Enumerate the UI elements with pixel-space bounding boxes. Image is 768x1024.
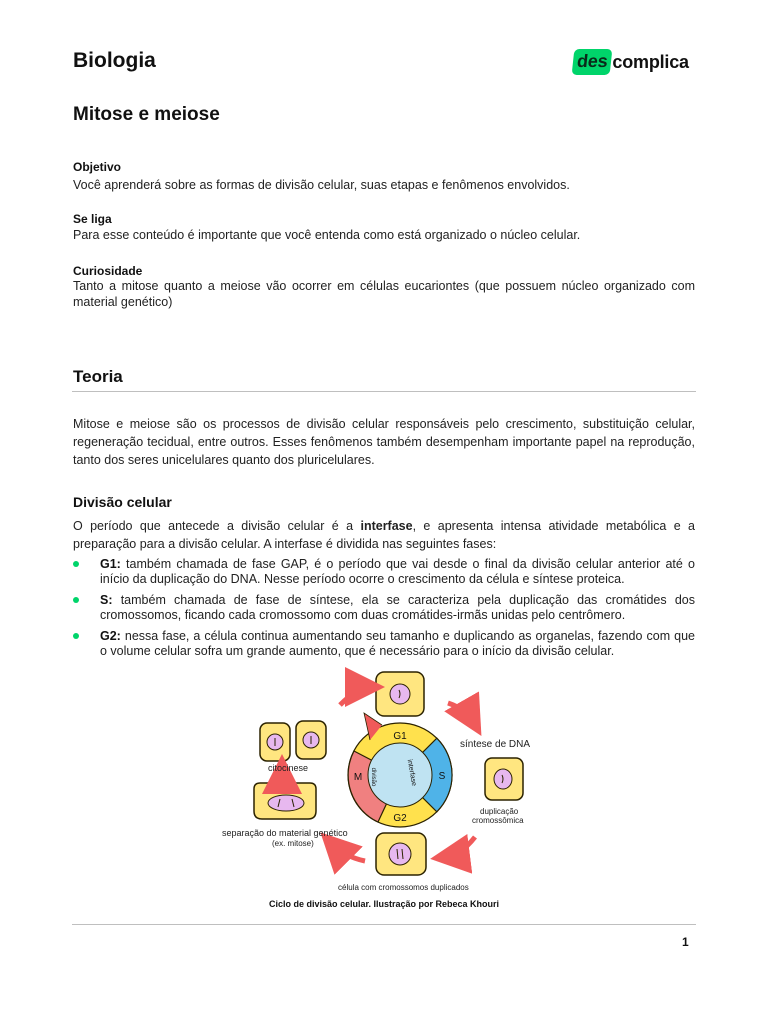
se-liga-label: Se liga <box>73 212 112 226</box>
cycle-wheel <box>348 713 452 827</box>
separacao-label-2: (ex. mitose) <box>272 839 314 848</box>
objetivo-text: Você aprenderá sobre as formas de divisão celular, suas etapas e fenômenos envolvidos. <box>73 178 570 192</box>
interfase-term: interfase <box>360 519 413 533</box>
cell-duplicated <box>376 833 426 875</box>
arrow-to-s <box>448 703 474 723</box>
arrow-to-duplicated <box>445 837 475 857</box>
curiosidade-label: Curiosidade <box>73 264 143 278</box>
bullet-dot <box>73 561 79 567</box>
logo-text: complica <box>612 51 689 72</box>
duplicacao-label-1: duplicação <box>480 807 519 816</box>
footer-divider <box>72 924 696 925</box>
curiosidade-text-line1: Tanto a mitose quanto a meiose vão ocorrer em células eucariontes (que possuem núcleo organizado com <box>73 279 695 293</box>
cell-separation <box>254 783 316 819</box>
bullet-s <box>73 593 695 623</box>
s-label: S <box>438 771 446 782</box>
page-title: Mitose e meiose <box>73 104 220 125</box>
arrow-to-g1 <box>340 687 370 705</box>
descomplica-logo <box>573 47 689 77</box>
bullet-term: S: <box>100 593 113 607</box>
bullet-text: também chamada de fase GAP, é o período que vai desde o final da divisão celular anterior até o início da duplicação do DNA. Nesse período ocorre o crescimento da célula e síntese proteica. <box>100 557 695 586</box>
se-liga-text: Para esse conteúdo é importante que você entenda como está organizado o núcleo celular. <box>73 228 581 242</box>
divisao-intro-start: O período que antecede a divisão celular é a <box>73 519 361 533</box>
g2-label: G2 <box>393 813 407 824</box>
bullet-dot <box>73 597 79 603</box>
teoria-intro: Mitose e meiose são os processos de divisão celular responsáveis pelo crescimento, substituição celular, regeneração tecidual, entre outros. Esses fenômenos também desempenham importante papel na reprodução, tanto dos seres unicelulares quanto dos pluricelulares. <box>73 417 695 467</box>
cell-g1 <box>376 672 424 716</box>
citocinese-label: citocinese <box>268 763 309 773</box>
divisao-intro <box>73 517 695 553</box>
page-number: 1 <box>682 935 689 949</box>
divisao-intro-end: , e apresenta intensa atividade metabólica e a preparação para a divisão celular. A interfase é dividida nas seguintes fases: <box>73 519 695 551</box>
sintese-label: síntese de DNA <box>460 739 531 750</box>
section-divider <box>72 391 696 392</box>
document-subject: Biologia <box>73 49 156 72</box>
divisao-label: divisão <box>370 767 376 787</box>
duplicacao-label-2: cromossômica <box>472 816 524 825</box>
bullet-text: também chamada de fase de síntese, ela se caracteriza pela duplicação das cromátides dos cromossomos, ficando cada cromossomo com duas cromátides-irmãs unidas pelo centrômero. <box>100 593 695 622</box>
bullet-text: nessa fase, a célula continua aumentando seu tamanho e duplicando as organelas, fazendo com que o volume celular sofra um grande aumento, que é necessário para o início da divisão celular. <box>100 629 695 658</box>
g1-label: G1 <box>393 731 407 742</box>
curiosidade-text-line2: material genético) <box>73 295 173 309</box>
divisao-heading: Divisão celular <box>73 494 172 510</box>
celula-dup-label: célula com cromossomos duplicados <box>338 883 469 892</box>
objetivo-label: Objetivo <box>73 160 122 174</box>
bullet-g2 <box>73 629 695 659</box>
figure-caption: Ciclo de divisão celular. Ilustração por Rebeca Khouri <box>268 899 500 909</box>
logo-badge: des <box>572 49 613 75</box>
cell-cycle-illustration <box>200 665 570 897</box>
separacao-label-1: separação do material genético <box>222 828 348 838</box>
interfase-label: interfase <box>405 758 418 787</box>
cell-s <box>485 758 523 800</box>
bullet-g1 <box>73 557 695 587</box>
bullet-term: G1: <box>100 557 121 571</box>
m-label: M <box>353 772 363 783</box>
bullet-dot <box>73 633 79 639</box>
arrow-to-separation <box>331 843 365 861</box>
cells-citocinese <box>260 721 326 761</box>
bullet-term: G2: <box>100 629 121 643</box>
teoria-heading: Teoria <box>73 367 123 386</box>
